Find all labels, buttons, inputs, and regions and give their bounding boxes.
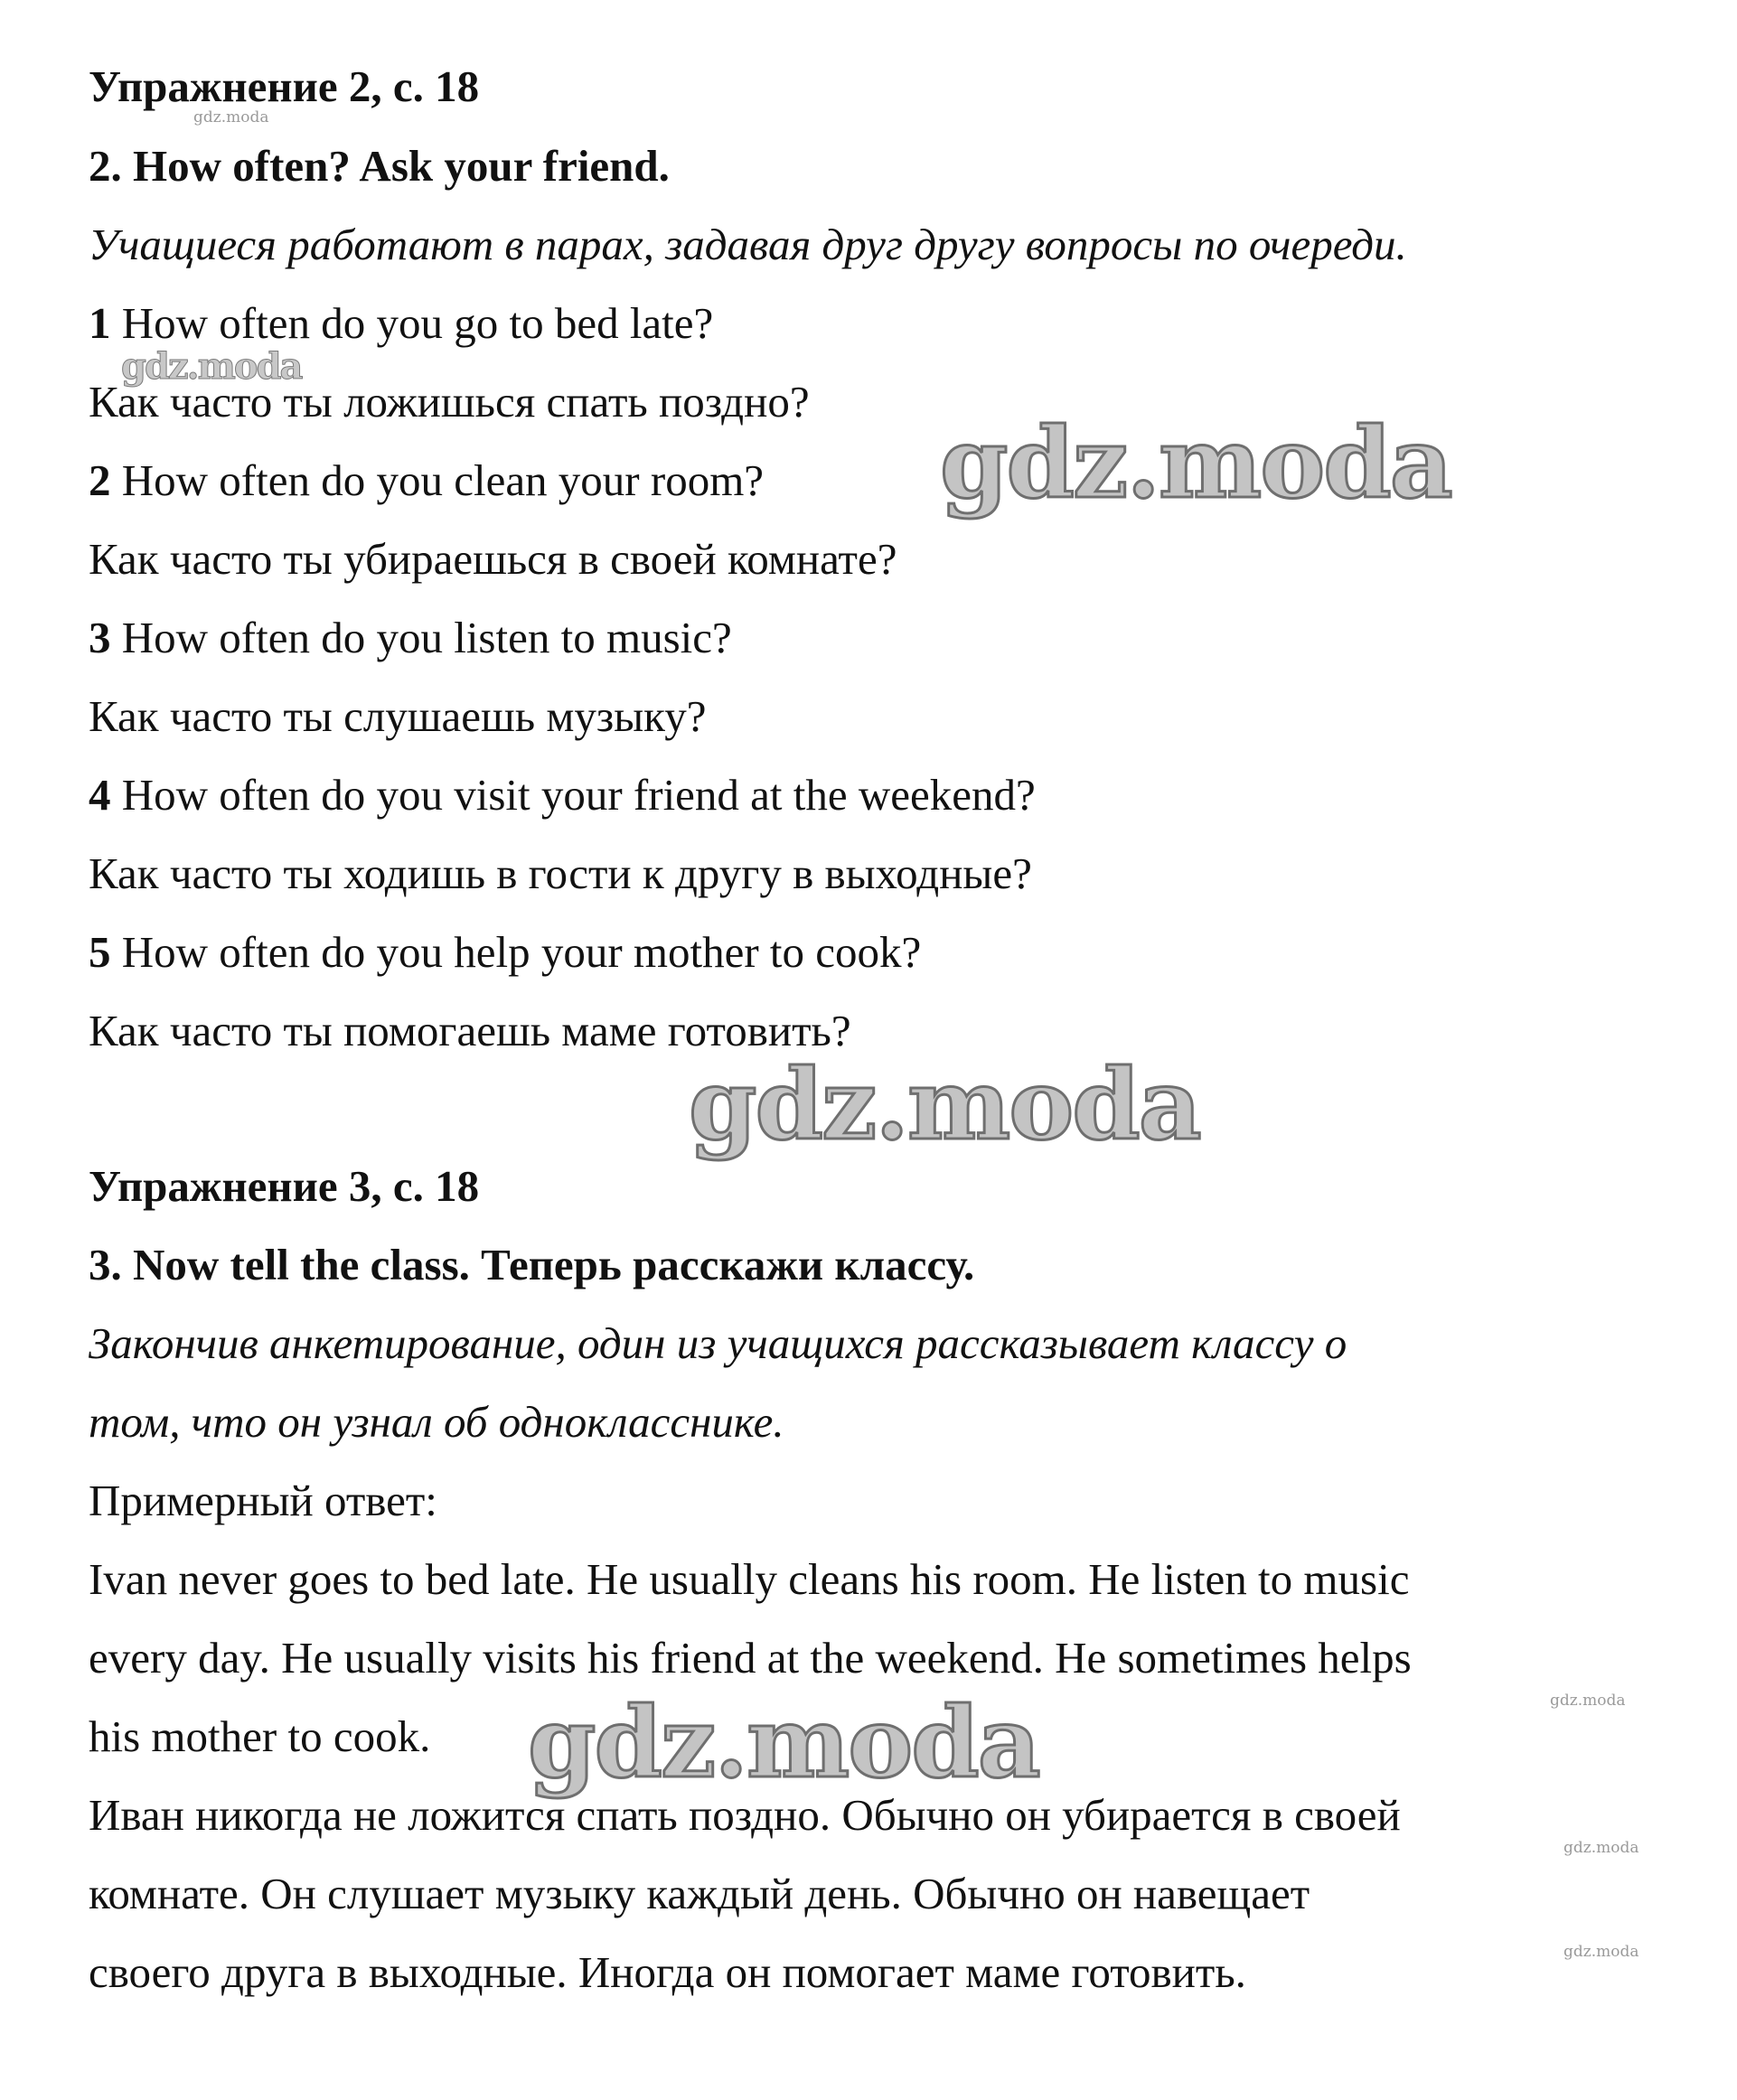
watermark: gdz.moda bbox=[689, 1048, 1200, 1162]
question-number: 2 bbox=[89, 455, 111, 505]
exercise-2-note: Учащиеся работают в парах, задавая друг другу вопросы по очереди. bbox=[89, 220, 1407, 269]
translation-5: Как часто ты помогаешь маме готовить? bbox=[89, 1006, 851, 1055]
answer-ru-line-2: комнате. Он слушает музыку каждый день. Обычно он навещает bbox=[89, 1869, 1310, 1918]
exercise-3-task: 3. Now tell the class. Теперь расскажи классу. bbox=[89, 1240, 975, 1289]
answer-en-line-3: his mother to cook. bbox=[89, 1711, 431, 1761]
question-4 bbox=[89, 768, 1036, 822]
question-1 bbox=[89, 296, 713, 351]
question-en: How often do you listen to music? bbox=[121, 613, 732, 662]
exercise-2-title: Упражнение 2, с. 18 bbox=[89, 61, 480, 111]
watermark: gdz.moda bbox=[121, 345, 302, 388]
question-number: 4 bbox=[89, 770, 111, 820]
question-3 bbox=[89, 611, 732, 665]
question-en: How often do you clean your room? bbox=[121, 455, 765, 505]
watermark: gdz.moda bbox=[940, 407, 1451, 520]
translation-3: Как часто ты слушаешь музыку? bbox=[89, 691, 707, 741]
translation-2: Как часто ты убираешься в своей комнате? bbox=[89, 534, 897, 584]
answer-ru-line-3: своего друга в выходные. Иногда он помогает маме готовить. bbox=[89, 1947, 1246, 1997]
translation-1: Как часто ты ложишься спать поздно? bbox=[89, 377, 810, 427]
watermark: gdz.moda bbox=[528, 1686, 1039, 1800]
answer-ru-line-1: Иван никогда не ложится спать поздно. Обычно он убирается в своей bbox=[89, 1790, 1401, 1840]
question-en: How often do you help your mother to cook? bbox=[121, 927, 922, 977]
answer-en-line-2: every day. He usually visits his friend at the weekend. He sometimes helps bbox=[89, 1633, 1412, 1683]
exercise-3-title: Упражнение 3, с. 18 bbox=[89, 1161, 480, 1211]
question-number: 3 bbox=[89, 613, 111, 662]
question-5 bbox=[89, 925, 921, 980]
watermark: gdz.moda bbox=[1563, 1943, 1639, 1961]
question-number: 1 bbox=[89, 298, 111, 348]
exercise-3-note-line-2: том, что он узнал об однокласснике. bbox=[89, 1397, 784, 1447]
watermark: gdz.moda bbox=[193, 108, 269, 127]
question-en: How often do you go to bed late? bbox=[121, 298, 714, 348]
answer-label: Примерный ответ: bbox=[89, 1476, 437, 1525]
watermark: gdz.moda bbox=[1563, 1839, 1639, 1857]
question-en: How often do you visit your friend at the weekend? bbox=[121, 770, 1036, 820]
translation-4: Как часто ты ходишь в гости к другу в выходные? bbox=[89, 848, 1032, 898]
watermark: gdz.moda bbox=[1550, 1692, 1626, 1710]
exercise-2-task: 2. How often? Ask your friend. bbox=[89, 141, 670, 191]
answer-en-line-1: Ivan never goes to bed late. He usually cleans his room. He listen to music bbox=[89, 1554, 1410, 1604]
question-number: 5 bbox=[89, 927, 111, 977]
question-2 bbox=[89, 454, 764, 508]
exercise-3-note-line-1: Закончив анкетирование, один из учащихся рассказывает классу о bbox=[89, 1318, 1347, 1368]
